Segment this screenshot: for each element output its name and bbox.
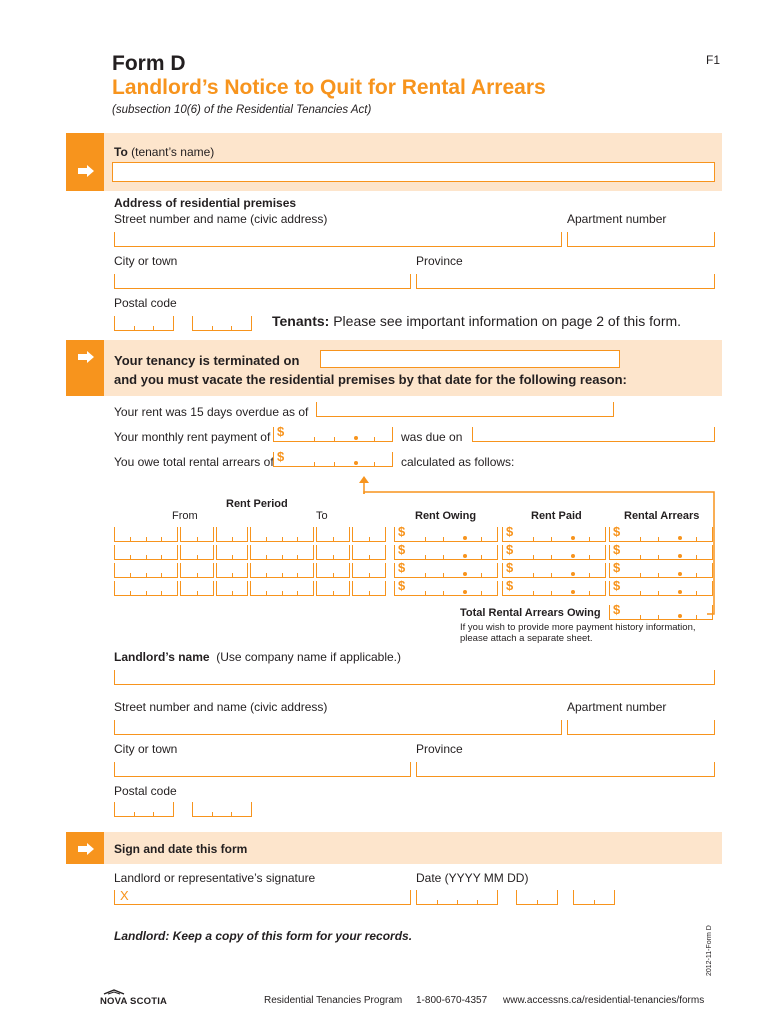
rental-arrears-field[interactable]: $ <box>609 527 713 542</box>
to-month-field[interactable] <box>316 527 350 542</box>
landlord-postal-part2[interactable] <box>192 802 252 817</box>
termination-line1: Your tenancy is terminated on <box>114 353 300 368</box>
arrow-right-icon <box>77 165 95 177</box>
landlord-apartment-label: Apartment number <box>567 700 667 714</box>
signature-field[interactable] <box>114 890 411 905</box>
page-title: Landlord’s Notice to Quit for Rental Arrears <box>112 76 546 99</box>
rental-arrears-header: Rental Arrears <box>624 510 700 522</box>
from-year-field[interactable] <box>114 527 178 542</box>
apartment-label: Apartment number <box>567 212 667 226</box>
rent-owing-field[interactable]: $ <box>394 581 498 596</box>
rental-arrears-field[interactable]: $ <box>609 545 713 560</box>
keep-copy-note: Landlord: Keep a copy of this form for your records. <box>114 929 413 943</box>
to-month-field[interactable] <box>316 581 350 596</box>
rent-paid-field[interactable]: $ <box>502 545 606 560</box>
total-label: You owe total rental arrears of <box>114 455 274 469</box>
landlord-name-field[interactable] <box>114 670 715 685</box>
due-on-label: was due on <box>401 430 463 444</box>
landlord-postal-part1[interactable] <box>114 802 174 817</box>
city-label: City or town <box>114 254 178 268</box>
to-header: To <box>316 510 328 522</box>
rent-period-header: Rent Period <box>226 498 288 510</box>
date-day-field[interactable] <box>573 890 615 905</box>
date-label: Date (YYYY MM DD) <box>416 871 529 885</box>
form-label: Form D <box>112 52 186 75</box>
from-header: From <box>172 510 198 522</box>
street-label: Street number and name (civic address) <box>114 212 328 226</box>
city-field[interactable] <box>114 274 411 289</box>
footer-website[interactable]: www.accessns.ca/residential-tenancies/forms <box>503 995 705 1006</box>
to-day-field[interactable] <box>352 581 386 596</box>
rent-owing-field[interactable]: $ <box>394 563 498 578</box>
tenants-note: Tenants: Please see important information on page 2 of this form. <box>272 313 682 329</box>
date-year-field[interactable] <box>416 890 498 905</box>
rent-owing-field[interactable]: $ <box>394 527 498 542</box>
to-month-field[interactable] <box>316 563 350 578</box>
due-on-date-field[interactable] <box>472 427 715 442</box>
arrow-right-icon <box>77 351 95 363</box>
signature-x-mark: X <box>120 888 129 903</box>
street-field[interactable] <box>114 232 562 247</box>
rent-paid-field[interactable]: $ <box>502 527 606 542</box>
total-arrears-owing-field[interactable]: $ <box>609 605 713 620</box>
from-year-field[interactable] <box>114 545 178 560</box>
apartment-field[interactable] <box>567 232 715 247</box>
landlord-name-label: Landlord’s name (Use company name if applicable.) <box>114 650 402 664</box>
arrow-right-icon <box>77 843 95 855</box>
rent-paid-header: Rent Paid <box>531 510 582 522</box>
from-day-field[interactable] <box>216 527 248 542</box>
to-day-field[interactable] <box>352 527 386 542</box>
from-month-field[interactable] <box>180 581 214 596</box>
rental-arrears-field[interactable]: $ <box>609 581 713 596</box>
to-day-field[interactable] <box>352 563 386 578</box>
footer-phone: 1-800-670-4357 <box>416 995 488 1006</box>
from-day-field[interactable] <box>216 563 248 578</box>
to-year-field[interactable] <box>250 563 314 578</box>
overdue-label: Your rent was 15 days overdue as of <box>114 405 309 419</box>
history-note-line1: If you wish to provide more payment history information, <box>460 622 696 633</box>
landlord-province-label: Province <box>416 742 463 756</box>
signature-label: Landlord or representative’s signature <box>114 871 316 885</box>
from-month-field[interactable] <box>180 527 214 542</box>
to-day-field[interactable] <box>352 545 386 560</box>
termination-date-field[interactable] <box>320 350 620 368</box>
from-day-field[interactable] <box>216 545 248 560</box>
total-arrears-label: Total Rental Arrears Owing <box>460 607 601 619</box>
landlord-street-label: Street number and name (civic address) <box>114 700 328 714</box>
overdue-date-field[interactable] <box>316 402 614 417</box>
monthly-amount-field[interactable]: $ <box>273 427 393 442</box>
from-month-field[interactable] <box>180 545 214 560</box>
termination-tab <box>66 340 104 396</box>
rent-owing-header: Rent Owing <box>415 510 477 522</box>
nova-scotia-logo-text: NOVA SCOTIA <box>100 996 168 1007</box>
to-label: To (tenant’s name) <box>114 145 215 159</box>
landlord-postal-label: Postal code <box>114 784 177 798</box>
footer-program: Residential Tenancies Program <box>264 995 403 1006</box>
rent-paid-field[interactable]: $ <box>502 581 606 596</box>
termination-line2: and you must vacate the residential premises by that date for the following reason: <box>114 372 627 387</box>
from-year-field[interactable] <box>114 563 178 578</box>
province-field[interactable] <box>416 274 715 289</box>
page-code: F1 <box>706 53 721 67</box>
landlord-city-field[interactable] <box>114 762 411 777</box>
address-heading: Address of residential premises <box>114 196 297 210</box>
date-month-field[interactable] <box>516 890 558 905</box>
to-year-field[interactable] <box>250 527 314 542</box>
to-year-field[interactable] <box>250 545 314 560</box>
sign-heading: Sign and date this form <box>114 842 248 856</box>
postal-field-part2[interactable] <box>192 316 252 331</box>
to-year-field[interactable] <box>250 581 314 596</box>
footer-side-code: 2012-11-Form D <box>706 925 713 976</box>
rent-paid-field[interactable]: $ <box>502 563 606 578</box>
rent-owing-field[interactable]: $ <box>394 545 498 560</box>
from-year-field[interactable] <box>114 581 178 596</box>
from-day-field[interactable] <box>216 581 248 596</box>
termination-band <box>66 340 722 396</box>
page-subtitle: (subsection 10(6) of the Residential Tenancies Act) <box>112 104 372 116</box>
to-month-field[interactable] <box>316 545 350 560</box>
postal-field-part1[interactable] <box>114 316 174 331</box>
nova-scotia-logo <box>98 988 166 1015</box>
monthly-label: Your monthly rent payment of <box>114 430 271 444</box>
from-month-field[interactable] <box>180 563 214 578</box>
to-tab <box>66 133 104 191</box>
postal-label: Postal code <box>114 296 177 310</box>
total-arrears-field[interactable]: $ <box>273 452 393 467</box>
landlord-apartment-field[interactable] <box>567 720 715 735</box>
province-label: Province <box>416 254 463 268</box>
landlord-street-field[interactable] <box>114 720 562 735</box>
landlord-province-field[interactable] <box>416 762 715 777</box>
calc-label: calculated as follows: <box>401 455 515 469</box>
history-note-line2: please attach a separate sheet. <box>460 633 593 644</box>
tenant-name-field[interactable] <box>112 162 715 182</box>
rental-arrears-field[interactable]: $ <box>609 563 713 578</box>
landlord-city-label: City or town <box>114 742 178 756</box>
